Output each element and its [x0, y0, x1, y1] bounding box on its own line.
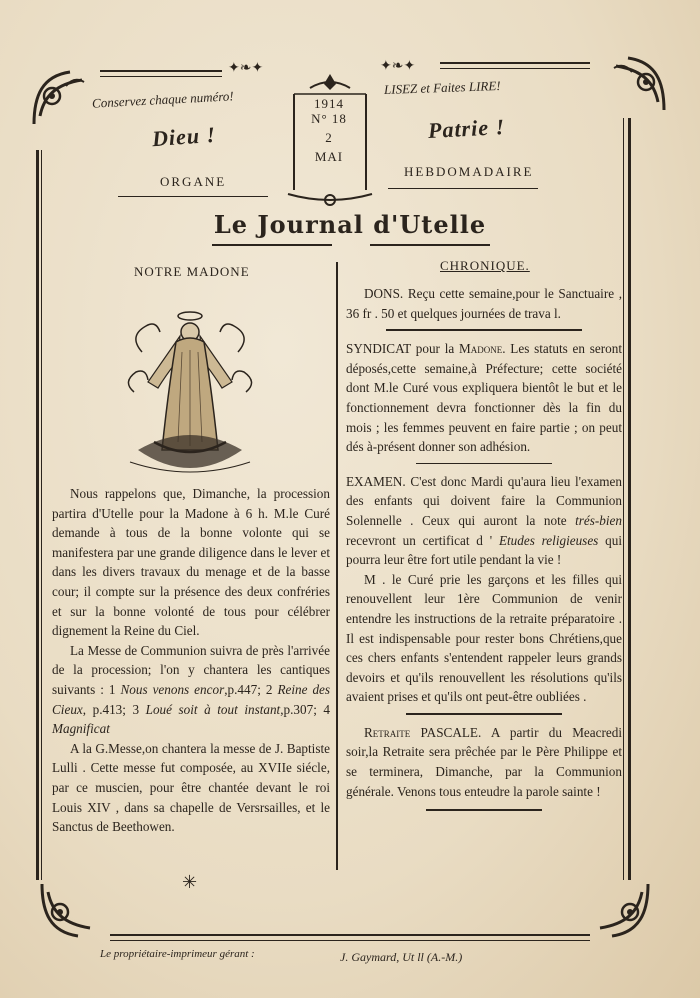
examen-text-c: qui pourra leur être fort utile pendant la vie ! [346, 532, 622, 568]
motto-right: LISEZ et Faites LIRE! [383, 77, 501, 98]
examen-etudes: Etudes religieuses [498, 532, 599, 548]
footer-printer-name: J. Gaymard, Ut ll (A.-M.) [340, 950, 463, 964]
issue-number: N° 18 [311, 111, 347, 126]
examen-text-b: recevront un certificat d ' [346, 532, 493, 548]
right-border-thin [623, 118, 624, 880]
top-rule-left-thin [100, 76, 222, 77]
top-flourish-right-icon: ✦❧✦ [380, 59, 416, 74]
notre-madone-heading: NOTRE MADONE [134, 264, 250, 279]
syndicat-madone: Madone [458, 341, 503, 357]
syndicat-label: SYNDICAT [346, 341, 411, 357]
top-rule-right [440, 62, 590, 64]
issue-year: 1914 [314, 96, 344, 111]
separator-1 [386, 329, 582, 331]
madonna-illustration-icon [120, 302, 260, 480]
examen-paragraph [346, 472, 622, 570]
left-column-text [52, 484, 330, 837]
corner-ornament-bottom-left-icon [38, 880, 100, 942]
hebdomadaire-label: HEBDOMADAIRE [404, 164, 534, 179]
dons-text: Reçu cette semaine,pour le Sanctuaire , 36 fr . 50 et quelques journées de trava l. [346, 286, 622, 321]
examen-tres-bien: trés-bien [575, 512, 622, 528]
title-rule-left [212, 244, 332, 246]
examen-label: EXAMEN. [346, 473, 406, 489]
title-rule-right [370, 244, 490, 246]
asterism-ornament-icon: ✳ [182, 872, 198, 892]
hymn-1-ref: ,p.447; 2 [224, 681, 273, 697]
dons-label: DONS. [364, 286, 404, 301]
top-rule-left [100, 70, 222, 72]
separator-4 [426, 809, 542, 811]
syndicat-pour: pour la [415, 341, 455, 357]
corner-ornament-top-left-icon [30, 66, 92, 128]
procession-paragraph: Nous rappelons que, Dimanche, la procession partira d'Utelle pour la Madone à 6 h. M.le Curé demande à tous de la bonne volonte qui se manifestera par une grande diligence dans le lever et dans les divers travaux du menage et de la basse cour; il compte sur la présence des deux confréries et sur la bonne volonté de tous pour célébrer dignement la Reine du Ciel. [52, 486, 330, 639]
hymn-1: Nous venons encor [120, 681, 225, 697]
cure-paragraph: M . le Curé prie les garçons et les filles qui renouvellent leur 1ère Communion de venir entendre les instructions de la retraite préparatoire . Il est indispensable pour rester bons Chrétiens,que ces chers enfants s'entendent rappeler leurs grands devoirs et qu'ils renouvellent les résolutions qu'ils avaient prises et qu'ils ont peut-être oubliées . [346, 571, 622, 705]
separator-3 [406, 713, 562, 715]
grand-messe-paragraph: A la G.Messe,on chantera la messe de J. Baptiste Lulli . Cette messe fut composée, au XVIIe siécle, par ce muscien, pour être chantée devant le roi Louis XIV , dans sa chapelle de Versrsailles, et le Sanctus de Beethowen. [52, 740, 330, 835]
chronique-heading: CHRONIQUE. [440, 258, 530, 273]
corner-ornament-top-right-icon [606, 52, 668, 114]
separator-2 [416, 463, 552, 464]
right-column-text [346, 284, 622, 811]
syndicat-paragraph [346, 339, 622, 457]
dons-paragraph [346, 284, 622, 323]
bottom-rule-thin [110, 940, 590, 941]
messe-communion-paragraph [52, 641, 330, 739]
footer-publisher-label: Le propriétaire-imprimeur gérant : [100, 948, 255, 960]
corner-ornament-bottom-right-icon [590, 880, 652, 942]
hymn-2: Reine des Cieux [52, 681, 331, 717]
hebdo-rule [388, 188, 538, 189]
top-rule-right-thin [440, 68, 590, 69]
top-flourish-left-icon: ✦❧✦ [228, 61, 264, 76]
hymn-3: Loué soit à tout instant [145, 701, 281, 717]
cantiques-intro: La Messe de Communion suivra de près l'arrivée de la procession; l'on y chantera les cantiques suivants : 1 [52, 642, 330, 697]
retraite-paragraph [346, 723, 622, 801]
motto-left: Conservez chaque numéro! [91, 88, 235, 111]
retraite-label: Retraite PASCALE. [364, 724, 482, 740]
issue-month: MAI [314, 149, 344, 164]
syndicat-text: . Les statuts en seront déposés,cette semaine,à Préfecture; cette société dont M.le Curé vous expliquera bientôt le but et le fonctionnement devra fonctionner dès la fin du mois ; les femmes peuvent en faire partie ; on peut dés à-présent donner son adhésion. [346, 341, 622, 455]
hymn-3-ref: ,p.307; 4 [280, 701, 330, 717]
hymn-4: Magnificat [52, 721, 110, 737]
column-divider [336, 262, 338, 870]
issue-day: 2 [325, 130, 333, 145]
masthead-title: Le Journal d'Utelle [213, 210, 487, 239]
organe-label: ORGANE [160, 174, 227, 189]
retraite-text: A partir du Meacredi soir,la Retraite sera prêchée par le Père Philippe et se terminera, Dimanche, par la Communion générale. Venons tous enteudre la parole sainte ! [346, 724, 622, 799]
left-border [36, 150, 39, 880]
date-block [296, 96, 362, 164]
examen-text-a: C'est donc Mardi qu'aura lieu l'examen des enfants qui doivent faire la Communion Solennelle . Ceux qui auront la note [346, 473, 623, 528]
right-border [628, 118, 631, 880]
patrie-label: Patrie ! [427, 114, 506, 144]
left-border-thin [41, 150, 42, 880]
dieu-label: Dieu ! [151, 121, 217, 152]
hymn-2-ref: , p.413; 3 [82, 701, 140, 717]
bottom-rule [110, 934, 590, 936]
organe-rule [118, 196, 268, 197]
